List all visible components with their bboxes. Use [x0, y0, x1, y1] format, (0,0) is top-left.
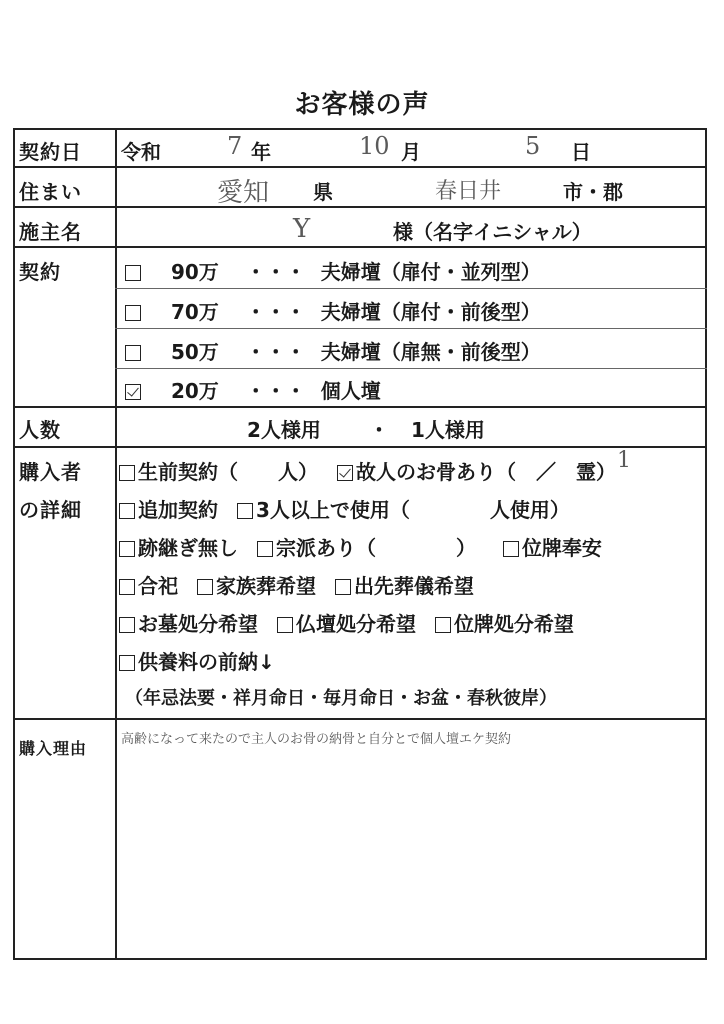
option-divider [115, 368, 707, 369]
option-desc: 夫婦壇（扉無・前後型） [320, 340, 541, 364]
day-unit: 日 [571, 140, 591, 164]
checkbox-icon[interactable] [119, 617, 135, 633]
option-dots: ・・・ [245, 300, 306, 324]
people-separator: ・ [369, 418, 389, 442]
option-dots: ・・・ [245, 379, 306, 403]
label-address: 住まい [19, 180, 82, 204]
owner-initial[interactable]: Y [293, 214, 311, 244]
prefecture-value[interactable]: 愛知 [217, 178, 270, 208]
row-divider [15, 446, 705, 448]
page-title: お客様の声 [294, 90, 430, 120]
day-value[interactable]: 5 [525, 132, 541, 160]
row-divider [15, 166, 705, 168]
city-value[interactable]: 春日井 [435, 179, 502, 204]
label-details-line1: 購入者 [19, 460, 82, 484]
checkbox-icon[interactable] [277, 617, 293, 633]
label-contract-date: 契約日 [19, 140, 82, 164]
details-row-1 [119, 456, 616, 485]
owner-suffix: 様（名字イニシャル） [393, 220, 592, 244]
era-label: 令和 [121, 140, 161, 164]
detail-additional: 追加契約 [138, 498, 218, 522]
details-row-2 [119, 494, 570, 523]
year-unit: 年 [251, 140, 271, 164]
row-divider [15, 206, 705, 208]
checkbox-icon[interactable] [503, 541, 519, 557]
label-contract: 契約 [19, 260, 61, 284]
detail-remote-funeral: 出先葬儀希望 [353, 574, 474, 598]
option-desc: 個人壇 [320, 379, 381, 403]
details-row-5 [119, 608, 574, 637]
checkbox-icon[interactable] [119, 655, 135, 671]
checkbox-icon[interactable] [119, 579, 135, 595]
checkbox-icon[interactable] [119, 541, 135, 557]
checkbox-icon[interactable] [197, 579, 213, 595]
detail-pre-contract: 生前契約（ 人） [138, 460, 318, 484]
detail-family-funeral: 家族葬希望 [215, 574, 316, 598]
detail-ihai-disposal: 位牌処分希望 [453, 612, 574, 636]
city-unit: 市・郡 [563, 180, 623, 204]
row-divider [15, 406, 705, 408]
label-details-line2: の詳細 [19, 498, 82, 522]
row-divider [15, 718, 705, 720]
checkbox-icon[interactable] [125, 305, 141, 321]
checkbox-icon[interactable] [119, 503, 135, 519]
detail-altar-disposal: 仏壇処分希望 [295, 612, 416, 636]
detail-grave-disposal: お墓処分希望 [138, 612, 258, 636]
option-price: 70万 [170, 300, 219, 324]
detail-prepay: 供養料の前納↓ [138, 650, 275, 674]
option-price: 50万 [170, 340, 219, 364]
checkbox-icon[interactable] [257, 541, 273, 557]
checkbox-icon[interactable] [119, 465, 135, 481]
people-two[interactable]: 2人様用 [247, 418, 321, 442]
checked-checkbox-icon[interactable] [125, 384, 141, 400]
option-divider [115, 288, 707, 289]
checkbox-icon[interactable] [435, 617, 451, 633]
label-people: 人数 [19, 418, 61, 442]
prefecture-unit: 県 [313, 180, 333, 204]
details-row-6 [119, 646, 275, 675]
handwritten-count[interactable]: 1 [617, 448, 631, 473]
contract-option-20[interactable] [125, 375, 381, 404]
month-unit: 月 [401, 140, 421, 164]
contract-option-50[interactable] [125, 336, 541, 365]
option-dots: ・・・ [245, 260, 306, 284]
option-price: 20万 [170, 379, 219, 403]
form-table [13, 128, 707, 960]
option-divider [115, 328, 707, 329]
label-reason: 購入理由 [19, 739, 88, 758]
detail-goushi: 合祀 [138, 574, 178, 598]
reason-text[interactable]: 高齢になって来たので主人のお骨の納骨と自分とで個人壇エケ契約 [121, 732, 512, 747]
option-price: 90万 [170, 260, 219, 284]
detail-ihai: 位牌奉安 [521, 536, 602, 560]
row-divider [15, 246, 705, 248]
option-desc: 夫婦壇（扉付・前後型） [320, 300, 541, 324]
detail-three-plus: 3人以上で使用（ 人使用） [255, 498, 570, 522]
contract-option-90[interactable] [125, 256, 541, 285]
checkbox-icon[interactable] [125, 265, 141, 281]
details-row-3 [119, 532, 602, 561]
checkbox-icon[interactable] [335, 579, 351, 595]
option-desc: 夫婦壇（扉付・並列型） [320, 260, 541, 284]
people-one[interactable]: 1人様用 [411, 418, 485, 442]
option-dots: ・・・ [245, 340, 306, 364]
month-value[interactable]: 10 [359, 132, 390, 160]
details-row-4 [119, 570, 474, 599]
contract-option-70[interactable] [125, 296, 541, 325]
label-owner: 施主名 [19, 220, 82, 244]
checkbox-icon[interactable] [237, 503, 253, 519]
detail-remains: 故人のお骨あり（ ／ 霊） [355, 460, 616, 484]
checkbox-icon[interactable] [125, 345, 141, 361]
detail-sect: 宗派あり（ ） [275, 536, 476, 560]
year-value[interactable]: 7 [227, 132, 243, 160]
column-divider [115, 130, 117, 958]
details-note: （年忌法要・祥月命日・毎月命日・お盆・春秋彼岸） [125, 688, 557, 709]
checked-checkbox-icon[interactable] [337, 465, 353, 481]
detail-no-successor: 跡継ぎ無し [138, 536, 238, 560]
